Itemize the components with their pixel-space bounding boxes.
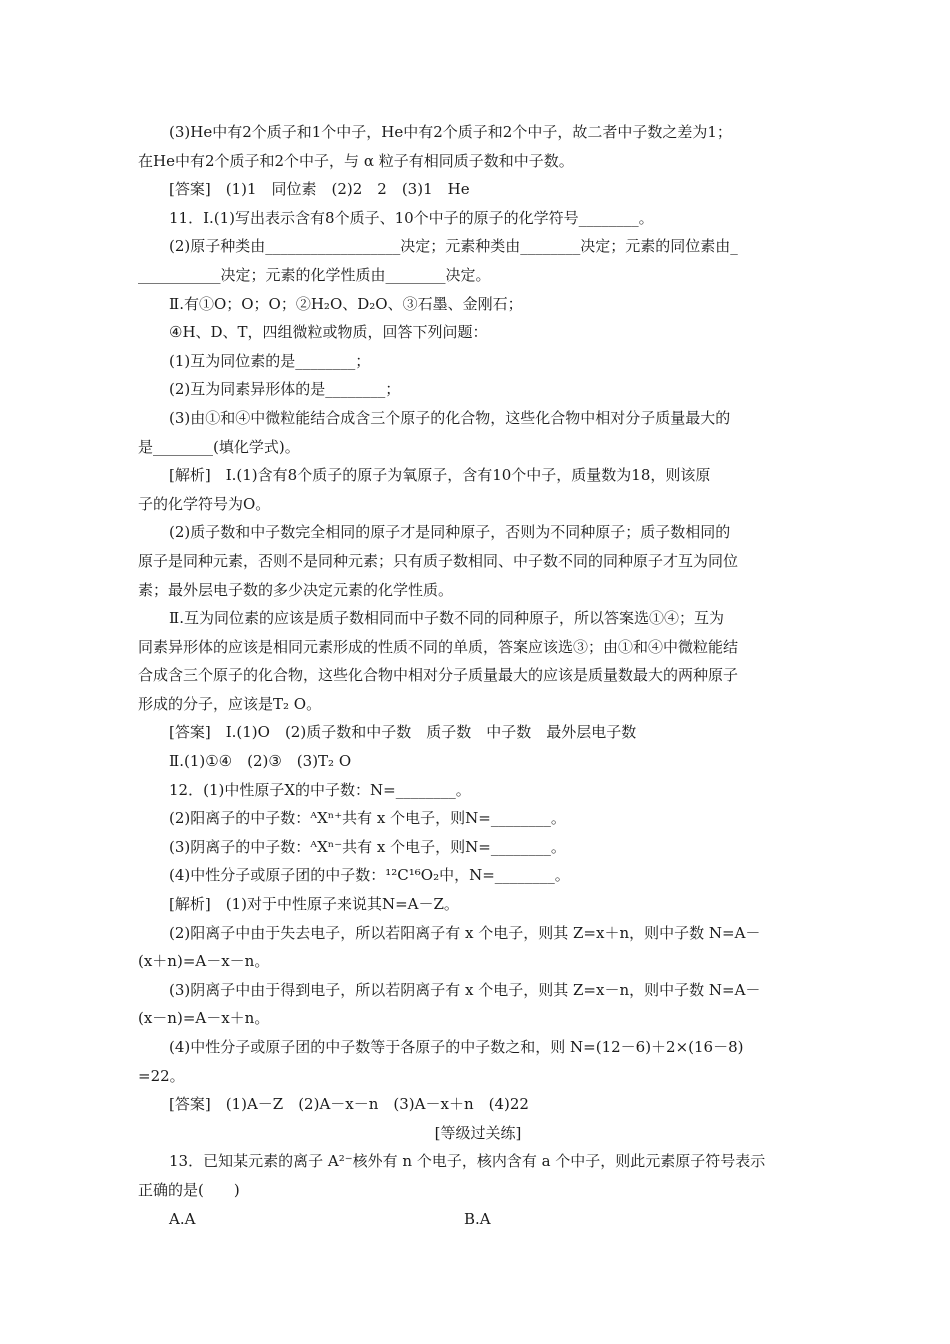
text-line: 子的化学符号为O。: [138, 494, 271, 513]
text-line: 合成含三个原子的化合物，这些化合物中相对分子质量最大的应该是质量数最大的两种原子: [138, 666, 739, 685]
text-line: (2)质子数和中子数完全相同的原子才是同种原子，否则为不同种原子；质子数相同的: [169, 523, 731, 542]
text-line: Ⅱ.互为同位素的应该是质子数相同而中子数不同的同种原子，所以答案选①④；互为: [169, 609, 724, 628]
text-line: [答案] (1)1 同位素 (2)2 2 (3)1 He: [169, 180, 470, 199]
text-line: (2)阳离子的中子数：ᴬXⁿ⁺共有 x 个电子，则N=________。: [169, 809, 566, 828]
text-line: 原子是同种元素，否则不是同种元素；只有质子数相同、中子数不同的同种原子才互为同位: [138, 551, 739, 570]
question-13-line-1: 13．已知某元素的离子 A²⁻核外有 n 个电子，核内含有 a 个中子，则此元素原子符号表示: [169, 1152, 766, 1171]
text-line: [答案] (1)A－Z (2)A－x－n (3)A－x＋n (4)22: [169, 1095, 529, 1114]
text-line: 素；最外层电子数的多少决定元素的化学性质。: [138, 580, 454, 599]
option-b: B.A: [464, 1209, 491, 1228]
text-line: (2)互为同素异形体的是________；: [169, 380, 401, 399]
document-page: [138, 118, 818, 1233]
text-line: (3)阴离子中由于得到电子，所以若阴离子有 x 个电子，则其 Z=x－n，则中子数 N=A－: [169, 980, 761, 999]
text-line: (4)中性分子或原子团的中子数等于各原子的中子数之和，则 N=(12－6)＋2×(16－8): [169, 1038, 744, 1056]
text-line: [解析] Ⅰ.(1)含有8个质子的原子为氧原子，含有10个中子，质量数为18，则该原: [169, 466, 711, 485]
text-line: Ⅱ.有①O；O；O；②H₂O、D₂O、③石墨、金刚石；: [169, 294, 523, 313]
text-line: (1)互为同位素的是________；: [169, 351, 371, 370]
text-line: 是________(填化学式)。: [138, 437, 300, 456]
section-title: [等级过关练]: [434, 1123, 522, 1142]
question-13-line-2: 正确的是( ): [138, 1180, 240, 1199]
text-line: 在He中有2个质子和2个中子，与 α 粒子有相同质子数和中子数。: [138, 151, 574, 170]
document-body: [138, 118, 818, 1119]
text-line: ④H、D、T，四组微粒或物质，回答下列问题：: [169, 323, 488, 342]
text-line: (4)中性分子或原子团的中子数：¹²C¹⁶O₂中，N=________。: [169, 866, 570, 885]
text-line: (3)由①和④中微粒能结合成含三个原子的化合物，这些化合物中相对分子质量最大的: [169, 408, 731, 427]
text-line: (2)原子种类由__________________决定；元素种类由________决定；元素的同位素由_: [169, 237, 738, 256]
option-a: A.A: [169, 1209, 196, 1228]
text-line: [答案] Ⅰ.(1)O (2)质子数和中子数 质子数 中子数 最外层电子数: [169, 723, 637, 742]
question-13-options: [138, 1205, 818, 1234]
text-line: =22。: [138, 1066, 185, 1085]
text-line: ___________决定；元素的化学性质由________决定。: [138, 265, 491, 284]
text-line: (3)He中有2个质子和1个中子，He中有2个质子和2个中子，故二者中子数之差为1；: [169, 123, 732, 141]
text-line: (3)阴离子的中子数：ᴬXⁿ⁻共有 x 个电子，则N=________。: [169, 837, 566, 856]
text-line: Ⅱ.(1)①④ (2)③ (3)T₂ O: [169, 752, 352, 771]
text-line: 同素异形体的应该是相同元素形成的性质不同的单质，答案应该选③；由①和④中微粒能结: [138, 637, 739, 656]
text-line: [解析] (1)对于中性原子来说其N=A－Z。: [169, 895, 459, 914]
text-line: 12．(1)中性原子X的中子数：N=________。: [169, 780, 471, 799]
text-line: 形成的分子，应该是T₂ O。: [138, 694, 322, 713]
text-line: (x＋n)=A－x－n。: [138, 952, 270, 971]
text-line: (x－n)=A－x＋n。: [138, 1009, 270, 1028]
text-line: (2)阳离子中由于失去电子，所以若阳离子有 x 个电子，则其 Z=x＋n，则中子数 N=A－: [169, 923, 761, 942]
text-line: 11．Ⅰ.(1)写出表示含有8个质子、10个中子的原子的化学符号________。: [169, 208, 654, 227]
